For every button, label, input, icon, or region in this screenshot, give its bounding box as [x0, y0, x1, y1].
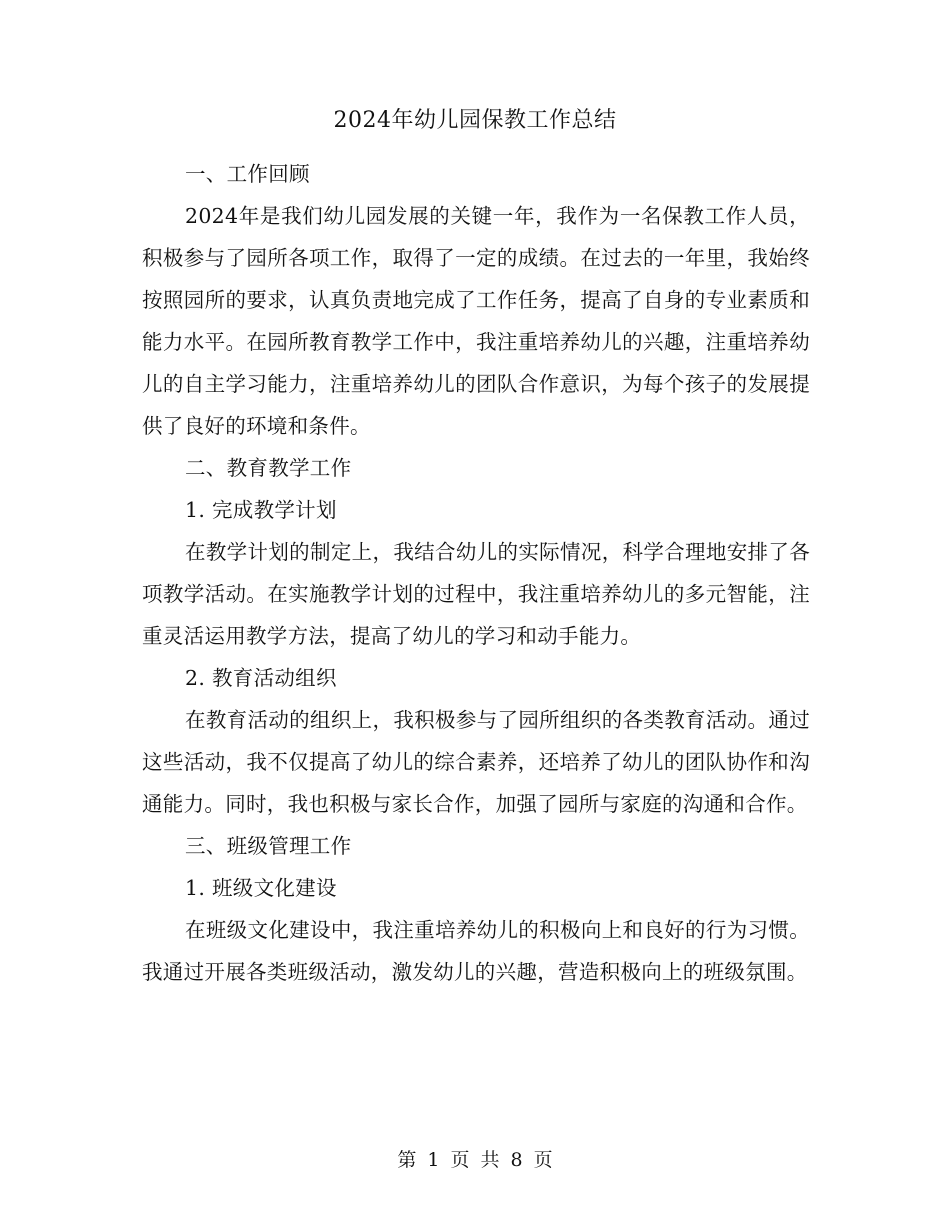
subsection-heading: 1. 完成教学计划 — [185, 498, 337, 522]
document-title: 2024年幼儿园保教工作总结 — [333, 108, 617, 133]
section-heading: 一、工作回顾 — [185, 162, 310, 186]
paragraph: 在教学计划的制定上，我结合幼儿的实际情况，科学合理地安排了各项教学活动。在实施教学计划的过程中，我注重培养幼儿的多元智能，注重灵活运用教学方法，提高了幼儿的学习和动手能力。 — [142, 540, 810, 648]
paragraph: 在班级文化建设中，我注重培养幼儿的积极向上和良好的行为习惯。我通过开展各类班级活动，激发幼儿的兴趣，营造积极向上的班级氛围。 — [142, 918, 810, 984]
subsection-heading: 1. 班级文化建设 — [185, 876, 337, 900]
subsection-heading: 2. 教育活动组织 — [185, 666, 337, 690]
paragraph: 在教育活动的组织上，我积极参与了园所组织的各类教育活动。通过这些活动，我不仅提高了幼儿的综合素养，还培养了幼儿的团队协作和沟通能力。同时，我也积极与家长合作，加强了园所与家庭的沟通和合作。 — [142, 708, 810, 816]
section-heading: 二、教育教学工作 — [185, 456, 352, 480]
section-heading: 三、班级管理工作 — [185, 834, 352, 858]
paragraph: 2024年是我们幼儿园发展的关键一年，我作为一名保教工作人员，积极参与了园所各项工作，取得了一定的成绩。在过去的一年里，我始终按照园所的要求，认真负责地完成了工作任务，提高了自身的专业素质和能力水平。在园所教育教学工作中，我注重培养幼儿的兴趣，注重培养幼儿的自主学习能力，注重培养幼儿的团队合作意识，为每个孩子的发展提供了良好的环境和条件。 — [142, 204, 810, 438]
page-number: 第 1 页 共 8 页 — [397, 1149, 553, 1171]
document-body — [142, 153, 810, 993]
